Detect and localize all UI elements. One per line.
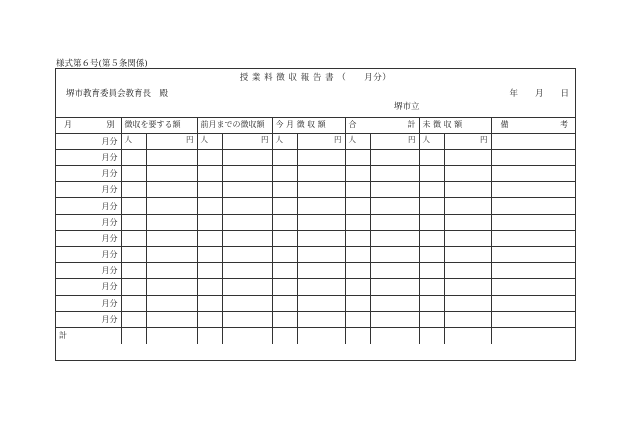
amount-cell[interactable]: 円 <box>444 133 491 149</box>
form-number-label: 様式第６号(第５条関係) <box>56 59 148 69</box>
amount-cell[interactable] <box>444 182 491 198</box>
person-count-cell[interactable]: 人 <box>121 133 146 149</box>
amount-cell[interactable]: 円 <box>297 133 345 149</box>
person-count-cell[interactable] <box>419 311 444 327</box>
amount-cell[interactable] <box>146 182 197 198</box>
amount-cell[interactable] <box>146 295 197 311</box>
amount-cell[interactable] <box>297 263 345 279</box>
header-uncollected: 未 徴 収 額 <box>419 117 491 133</box>
person-count-cell[interactable] <box>197 214 222 230</box>
amount-cell[interactable] <box>370 230 419 246</box>
amount-cell[interactable] <box>370 247 419 263</box>
amount-cell[interactable] <box>444 230 491 246</box>
amount-cell[interactable] <box>444 166 491 182</box>
table-header-row <box>56 117 575 133</box>
person-count-cell[interactable] <box>345 149 370 165</box>
amount-cell[interactable] <box>146 263 197 279</box>
header-remarks <box>491 117 575 133</box>
amount-cell[interactable] <box>146 247 197 263</box>
amount-cell[interactable] <box>297 247 345 263</box>
amount-cell[interactable] <box>146 279 197 295</box>
person-count-cell[interactable] <box>272 311 297 327</box>
person-count-cell[interactable] <box>419 279 444 295</box>
person-count-cell[interactable] <box>272 166 297 182</box>
table-row <box>56 263 575 279</box>
amount-cell[interactable] <box>370 182 419 198</box>
total-person-cell[interactable] <box>121 327 146 343</box>
table-row <box>56 279 575 295</box>
total-amount-cell[interactable] <box>444 327 491 343</box>
person-count-cell[interactable] <box>197 263 222 279</box>
table-row <box>56 230 575 246</box>
remarks-cell[interactable] <box>491 279 575 295</box>
amount-cell[interactable] <box>444 279 491 295</box>
amount-cell[interactable] <box>222 311 272 327</box>
amount-cell[interactable] <box>444 214 491 230</box>
person-count-cell[interactable] <box>121 263 146 279</box>
remarks-cell[interactable] <box>491 198 575 214</box>
person-count-cell[interactable]: 人 <box>419 133 444 149</box>
remarks-cell[interactable] <box>491 295 575 311</box>
remarks-cell[interactable] <box>491 214 575 230</box>
person-count-cell[interactable] <box>197 247 222 263</box>
header-month <box>56 117 121 133</box>
month-cell[interactable]: 月分 <box>56 279 121 295</box>
amount-cell[interactable] <box>222 279 272 295</box>
person-count-cell[interactable] <box>197 311 222 327</box>
person-count-cell[interactable] <box>272 279 297 295</box>
header-total-a: 合 <box>348 120 357 130</box>
total-amount-cell[interactable] <box>297 327 345 343</box>
person-count-cell[interactable] <box>419 214 444 230</box>
person-count-cell[interactable] <box>121 214 146 230</box>
person-count-cell[interactable] <box>419 295 444 311</box>
month-cell[interactable]: 月分 <box>56 230 121 246</box>
person-count-cell[interactable] <box>345 182 370 198</box>
person-count-cell[interactable] <box>419 182 444 198</box>
table-row <box>56 198 575 214</box>
total-amount-cell[interactable] <box>370 327 419 343</box>
table-row <box>56 295 575 311</box>
amount-cell[interactable] <box>146 166 197 182</box>
table-row <box>56 133 575 149</box>
person-count-cell[interactable] <box>419 247 444 263</box>
amount-cell[interactable]: 円 <box>146 133 197 149</box>
person-count-cell[interactable] <box>419 166 444 182</box>
month-cell[interactable]: 月分 <box>56 198 121 214</box>
date-day: 日 <box>560 89 569 99</box>
header-required: 徴収を要する額 <box>121 117 197 133</box>
amount-cell[interactable]: 円 <box>370 133 419 149</box>
amount-cell[interactable] <box>222 198 272 214</box>
person-count-cell[interactable] <box>272 295 297 311</box>
table-row <box>56 182 575 198</box>
total-person-cell[interactable] <box>272 327 297 343</box>
person-count-cell[interactable] <box>197 166 222 182</box>
amount-cell[interactable] <box>297 230 345 246</box>
person-count-cell[interactable] <box>121 279 146 295</box>
header-total <box>345 117 419 133</box>
person-count-cell[interactable] <box>272 247 297 263</box>
month-cell[interactable]: 月分 <box>56 133 121 149</box>
date-year: 年 <box>509 89 518 99</box>
person-count-cell[interactable] <box>419 263 444 279</box>
header-month-a: 月 <box>64 120 72 130</box>
amount-cell[interactable] <box>146 230 197 246</box>
person-count-cell[interactable] <box>121 230 146 246</box>
header-month-b: 別 <box>106 120 115 130</box>
remarks-cell[interactable] <box>491 166 575 182</box>
amount-cell[interactable] <box>297 214 345 230</box>
amount-cell[interactable] <box>222 166 272 182</box>
amount-cell[interactable] <box>370 295 419 311</box>
amount-cell[interactable] <box>146 149 197 165</box>
person-count-cell[interactable] <box>121 311 146 327</box>
amount-cell[interactable] <box>222 247 272 263</box>
form-title: 授 業 料 徴 収 報 告 書 （ 月分） <box>239 73 392 83</box>
amount-cell[interactable] <box>370 214 419 230</box>
total-person-cell[interactable] <box>419 327 444 343</box>
amount-cell[interactable] <box>444 263 491 279</box>
person-count-cell[interactable] <box>121 182 146 198</box>
amount-cell[interactable] <box>297 198 345 214</box>
table-row <box>56 166 575 182</box>
amount-cell[interactable] <box>370 149 419 165</box>
person-count-cell[interactable] <box>121 149 146 165</box>
person-count-cell[interactable] <box>345 247 370 263</box>
amount-cell[interactable] <box>146 214 197 230</box>
month-cell[interactable]: 月分 <box>56 214 121 230</box>
person-count-cell[interactable] <box>419 149 444 165</box>
month-cell[interactable]: 月分 <box>56 295 121 311</box>
amount-cell[interactable] <box>146 311 197 327</box>
amount-cell[interactable] <box>222 230 272 246</box>
month-cell[interactable]: 月分 <box>56 247 121 263</box>
date-fields <box>509 87 569 99</box>
person-count-cell[interactable] <box>121 198 146 214</box>
total-row <box>56 327 575 343</box>
total-remarks-cell[interactable] <box>491 327 575 343</box>
table-row <box>56 247 575 263</box>
amount-cell[interactable]: 円 <box>222 133 272 149</box>
total-amount-cell[interactable] <box>222 327 272 343</box>
header-total-b: 計 <box>407 120 416 130</box>
month-cell[interactable]: 月分 <box>56 311 121 327</box>
person-count-cell[interactable] <box>345 295 370 311</box>
amount-cell[interactable] <box>222 182 272 198</box>
remarks-cell[interactable] <box>491 149 575 165</box>
month-cell[interactable]: 月分 <box>56 166 121 182</box>
header-current: 今 月 徴 収 額 <box>272 117 345 133</box>
person-count-cell[interactable] <box>121 295 146 311</box>
header-previous: 前月までの徴収額 <box>197 117 272 133</box>
amount-cell[interactable] <box>444 295 491 311</box>
amount-cell[interactable] <box>370 198 419 214</box>
person-count-cell[interactable] <box>197 279 222 295</box>
amount-cell[interactable] <box>444 149 491 165</box>
amount-cell[interactable] <box>370 166 419 182</box>
person-count-cell[interactable]: 人 <box>345 133 370 149</box>
person-count-cell[interactable] <box>121 247 146 263</box>
person-count-cell[interactable] <box>197 295 222 311</box>
header-remarks-b: 考 <box>560 120 569 130</box>
amount-cell[interactable] <box>222 295 272 311</box>
amount-cell[interactable] <box>297 149 345 165</box>
person-count-cell[interactable] <box>345 166 370 182</box>
date-month: 月 <box>534 89 544 99</box>
total-amount-cell[interactable] <box>146 327 197 343</box>
form-header <box>56 69 575 118</box>
person-count-cell[interactable] <box>345 311 370 327</box>
total-person-cell[interactable] <box>197 327 222 343</box>
person-count-cell[interactable] <box>272 214 297 230</box>
amount-cell[interactable] <box>297 166 345 182</box>
amount-cell[interactable] <box>222 149 272 165</box>
amount-cell[interactable] <box>146 198 197 214</box>
amount-cell[interactable] <box>297 279 345 295</box>
amount-cell[interactable] <box>444 247 491 263</box>
amount-cell[interactable] <box>370 279 419 295</box>
month-cell[interactable]: 月分 <box>56 182 121 198</box>
remarks-cell[interactable] <box>491 182 575 198</box>
remarks-cell[interactable] <box>491 311 575 327</box>
person-count-cell[interactable] <box>272 263 297 279</box>
amount-cell[interactable] <box>297 311 345 327</box>
amount-cell[interactable] <box>444 198 491 214</box>
report-form <box>55 68 576 361</box>
remarks-cell[interactable] <box>491 133 575 149</box>
amount-cell[interactable] <box>444 311 491 327</box>
person-count-cell[interactable] <box>272 182 297 198</box>
person-count-cell[interactable] <box>345 263 370 279</box>
addressee: 堺市教育委員会教育長 殿 <box>66 89 169 99</box>
person-count-cell[interactable] <box>197 230 222 246</box>
amount-cell[interactable] <box>222 214 272 230</box>
table-row <box>56 149 575 165</box>
report-table <box>56 117 575 344</box>
amount-cell[interactable] <box>370 263 419 279</box>
table-row <box>56 214 575 230</box>
remarks-cell[interactable] <box>491 247 575 263</box>
person-count-cell[interactable] <box>419 230 444 246</box>
person-count-cell[interactable] <box>345 230 370 246</box>
person-count-cell[interactable] <box>345 214 370 230</box>
person-count-cell[interactable] <box>345 279 370 295</box>
person-count-cell[interactable] <box>121 166 146 182</box>
school-name-field: 堺市立 <box>394 102 420 112</box>
total-label: 計 <box>56 327 121 343</box>
amount-cell[interactable] <box>297 182 345 198</box>
month-cell[interactable]: 月分 <box>56 149 121 165</box>
person-count-cell[interactable] <box>272 230 297 246</box>
person-count-cell[interactable] <box>419 198 444 214</box>
remarks-cell[interactable] <box>491 263 575 279</box>
total-person-cell[interactable] <box>345 327 370 343</box>
person-count-cell[interactable]: 人 <box>197 133 222 149</box>
remarks-cell[interactable] <box>491 230 575 246</box>
header-remarks-a: 備 <box>500 120 509 130</box>
person-count-cell[interactable] <box>197 149 222 165</box>
person-count-cell[interactable] <box>272 149 297 165</box>
amount-cell[interactable] <box>297 295 345 311</box>
month-cell[interactable]: 月分 <box>56 263 121 279</box>
person-count-cell[interactable] <box>272 198 297 214</box>
table-row <box>56 311 575 327</box>
person-count-cell[interactable]: 人 <box>272 133 297 149</box>
person-count-cell[interactable] <box>345 198 370 214</box>
person-count-cell[interactable] <box>197 198 222 214</box>
amount-cell[interactable] <box>370 311 419 327</box>
person-count-cell[interactable] <box>197 182 222 198</box>
amount-cell[interactable] <box>222 263 272 279</box>
